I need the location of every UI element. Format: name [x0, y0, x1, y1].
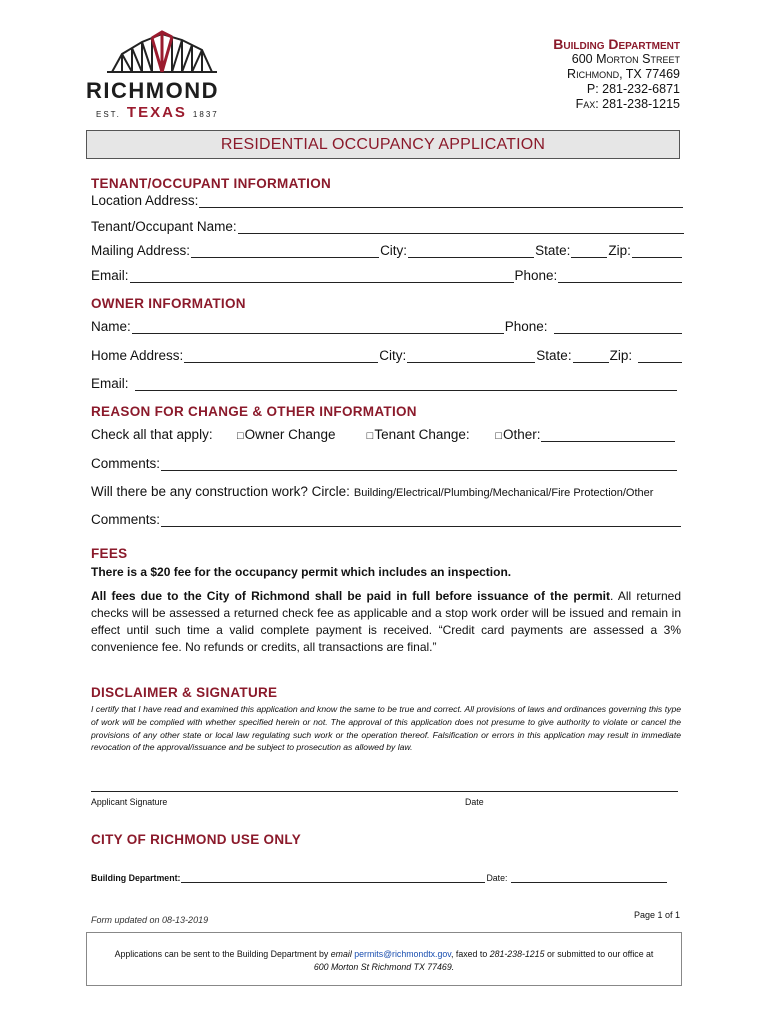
city-date-label: Date: — [486, 873, 508, 883]
logo-state: TEXAS — [126, 104, 187, 121]
tenant-heading: TENANT/OCCUPANT INFORMATION — [91, 176, 332, 191]
tenant-phone-label: Phone: — [514, 268, 558, 283]
tenant-zip-label: Zip: — [608, 243, 631, 258]
location-field[interactable] — [199, 194, 683, 208]
comments-field[interactable] — [161, 457, 677, 471]
comments-label: Comments: — [91, 456, 161, 471]
mailing-label: Mailing Address: — [91, 243, 191, 258]
tenant-state-field[interactable] — [571, 244, 607, 258]
city-use-heading: CITY OF RICHMOND USE ONLY — [91, 832, 302, 847]
owner-zip-label: Zip: — [609, 348, 633, 363]
owner-change-checkbox[interactable]: □ — [237, 430, 244, 442]
signature-date-label: Date — [465, 797, 484, 807]
home-address-label: Home Address: — [91, 348, 184, 363]
tenant-phone-field[interactable] — [558, 269, 682, 283]
signature-label: Applicant Signature — [91, 797, 168, 807]
home-address-field[interactable] — [184, 349, 378, 363]
logo-year: 1837 — [192, 110, 219, 119]
tenant-state-label: State: — [535, 243, 571, 258]
check-label: Check all that apply: — [91, 427, 213, 442]
owner-name-label: Name: — [91, 319, 131, 334]
street: 600 Morton Street — [571, 52, 680, 66]
tenant-email-label: Email: — [91, 268, 129, 283]
city-dept-label: Building Department: — [91, 873, 181, 883]
phone: P: 281-232-6871 — [586, 82, 680, 96]
page-number: Page 1 of 1 — [634, 910, 681, 920]
tenant-city-label: City: — [380, 243, 408, 258]
form-updated: Form updated on 08-13-2019 — [91, 915, 209, 925]
owner-state-field[interactable] — [573, 349, 609, 363]
signature-line[interactable] — [91, 791, 678, 792]
owner-state-label: State: — [536, 348, 572, 363]
tenant-email-field[interactable] — [130, 269, 514, 283]
submit-post: or submitted to our office at — [546, 949, 654, 959]
tenant-city-field[interactable] — [408, 244, 534, 258]
logo-name: RICHMOND — [86, 78, 219, 103]
tenant-change-checkbox[interactable]: □ — [366, 430, 374, 442]
submit-email-link[interactable]: permits@richmondtx.gov — [354, 949, 452, 959]
owner-heading: OWNER INFORMATION — [91, 296, 246, 311]
submit-email-word: email — [330, 949, 352, 959]
city-dept-field[interactable] — [181, 872, 485, 883]
owner-change-label: Owner Change — [244, 427, 336, 442]
submit-fax: 281-238-1215 — [489, 949, 545, 959]
submit-fax-pre: , faxed to — [451, 949, 488, 959]
city-logo — [84, 28, 234, 122]
disclaimer-text: I certify that I have read and examined this application and know the same to be true and correct. All provisions of laws and ordinances governing this type of work will be complied with whether specified herein or not. The approval of this application does not presume to give authority to violate or cancel the provisions of any other state or local law regulating such work or the operation thereof. Falsification or errors in this application may result in immediate revocation of the approval/issuance and be subject to prosecution as allowed by law. — [91, 704, 681, 753]
department-address — [553, 37, 680, 112]
owner-zip-field[interactable] — [638, 349, 682, 363]
title-box — [86, 130, 680, 159]
comments2-field[interactable] — [161, 513, 681, 527]
city-line: Richmond, TX 77469 — [567, 67, 680, 81]
other-label: Other: — [502, 427, 541, 442]
owner-name-field[interactable] — [132, 320, 504, 334]
disclaimer-heading: DISCLAIMER & SIGNATURE — [91, 685, 278, 700]
city-date-field[interactable] — [511, 872, 667, 883]
reason-heading: REASON FOR CHANGE & OTHER INFORMATION — [91, 404, 417, 419]
tenant-change-label: Tenant Change: — [374, 427, 470, 442]
other-checkbox[interactable]: □ — [495, 430, 502, 442]
bridge-icon — [102, 28, 222, 78]
tenant-name-field[interactable] — [238, 220, 684, 234]
fees-paragraph — [91, 588, 681, 656]
fees-para-rest: . All returned checks will be assessed a returned check fee as applicable and a stop work order will be issued and remain in effect until such time a valid complete payment is received. “Credit card payments are assessed a 3% convenience fee. No refunds or credits, all transactions are final.” — [91, 589, 682, 654]
owner-email-field[interactable] — [135, 377, 677, 391]
submit-address: 600 Morton St Richmond TX 77469. — [313, 962, 455, 972]
submit-pre: Applications can be sent to the Building Department by — [114, 949, 329, 959]
mailing-field[interactable] — [191, 244, 379, 258]
fax: Fax: 281-238-1215 — [575, 97, 680, 111]
other-field[interactable] — [541, 428, 675, 442]
fees-para-bold: All fees due to the City of Richmond shall be paid in full before issuance of the permit — [91, 589, 610, 603]
tenant-name-label: Tenant/Occupant Name: — [91, 219, 237, 234]
construction-question: Will there be any construction work? Circle: — [91, 484, 350, 499]
comments2-label: Comments: — [91, 512, 161, 527]
fee-line: There is a $20 fee for the occupancy permit which includes an inspection. — [91, 565, 512, 579]
owner-phone-label: Phone: — [504, 319, 548, 334]
page-title: RESIDENTIAL OCCUPANCY APPLICATION — [220, 135, 546, 153]
fees-heading: FEES — [91, 546, 128, 561]
owner-email-label: Email: — [91, 376, 129, 391]
logo-est: EST. — [96, 110, 121, 119]
department-name: Building Department — [553, 36, 680, 52]
owner-city-label: City: — [379, 348, 407, 363]
tenant-zip-field[interactable] — [632, 244, 682, 258]
location-label: Location Address: — [91, 193, 199, 208]
owner-phone-field[interactable] — [554, 320, 682, 334]
construction-options: Building/Electrical/Plumbing/Mechanical/Fire Protection/Other — [353, 487, 654, 499]
owner-city-field[interactable] — [407, 349, 535, 363]
submission-box — [86, 932, 682, 986]
